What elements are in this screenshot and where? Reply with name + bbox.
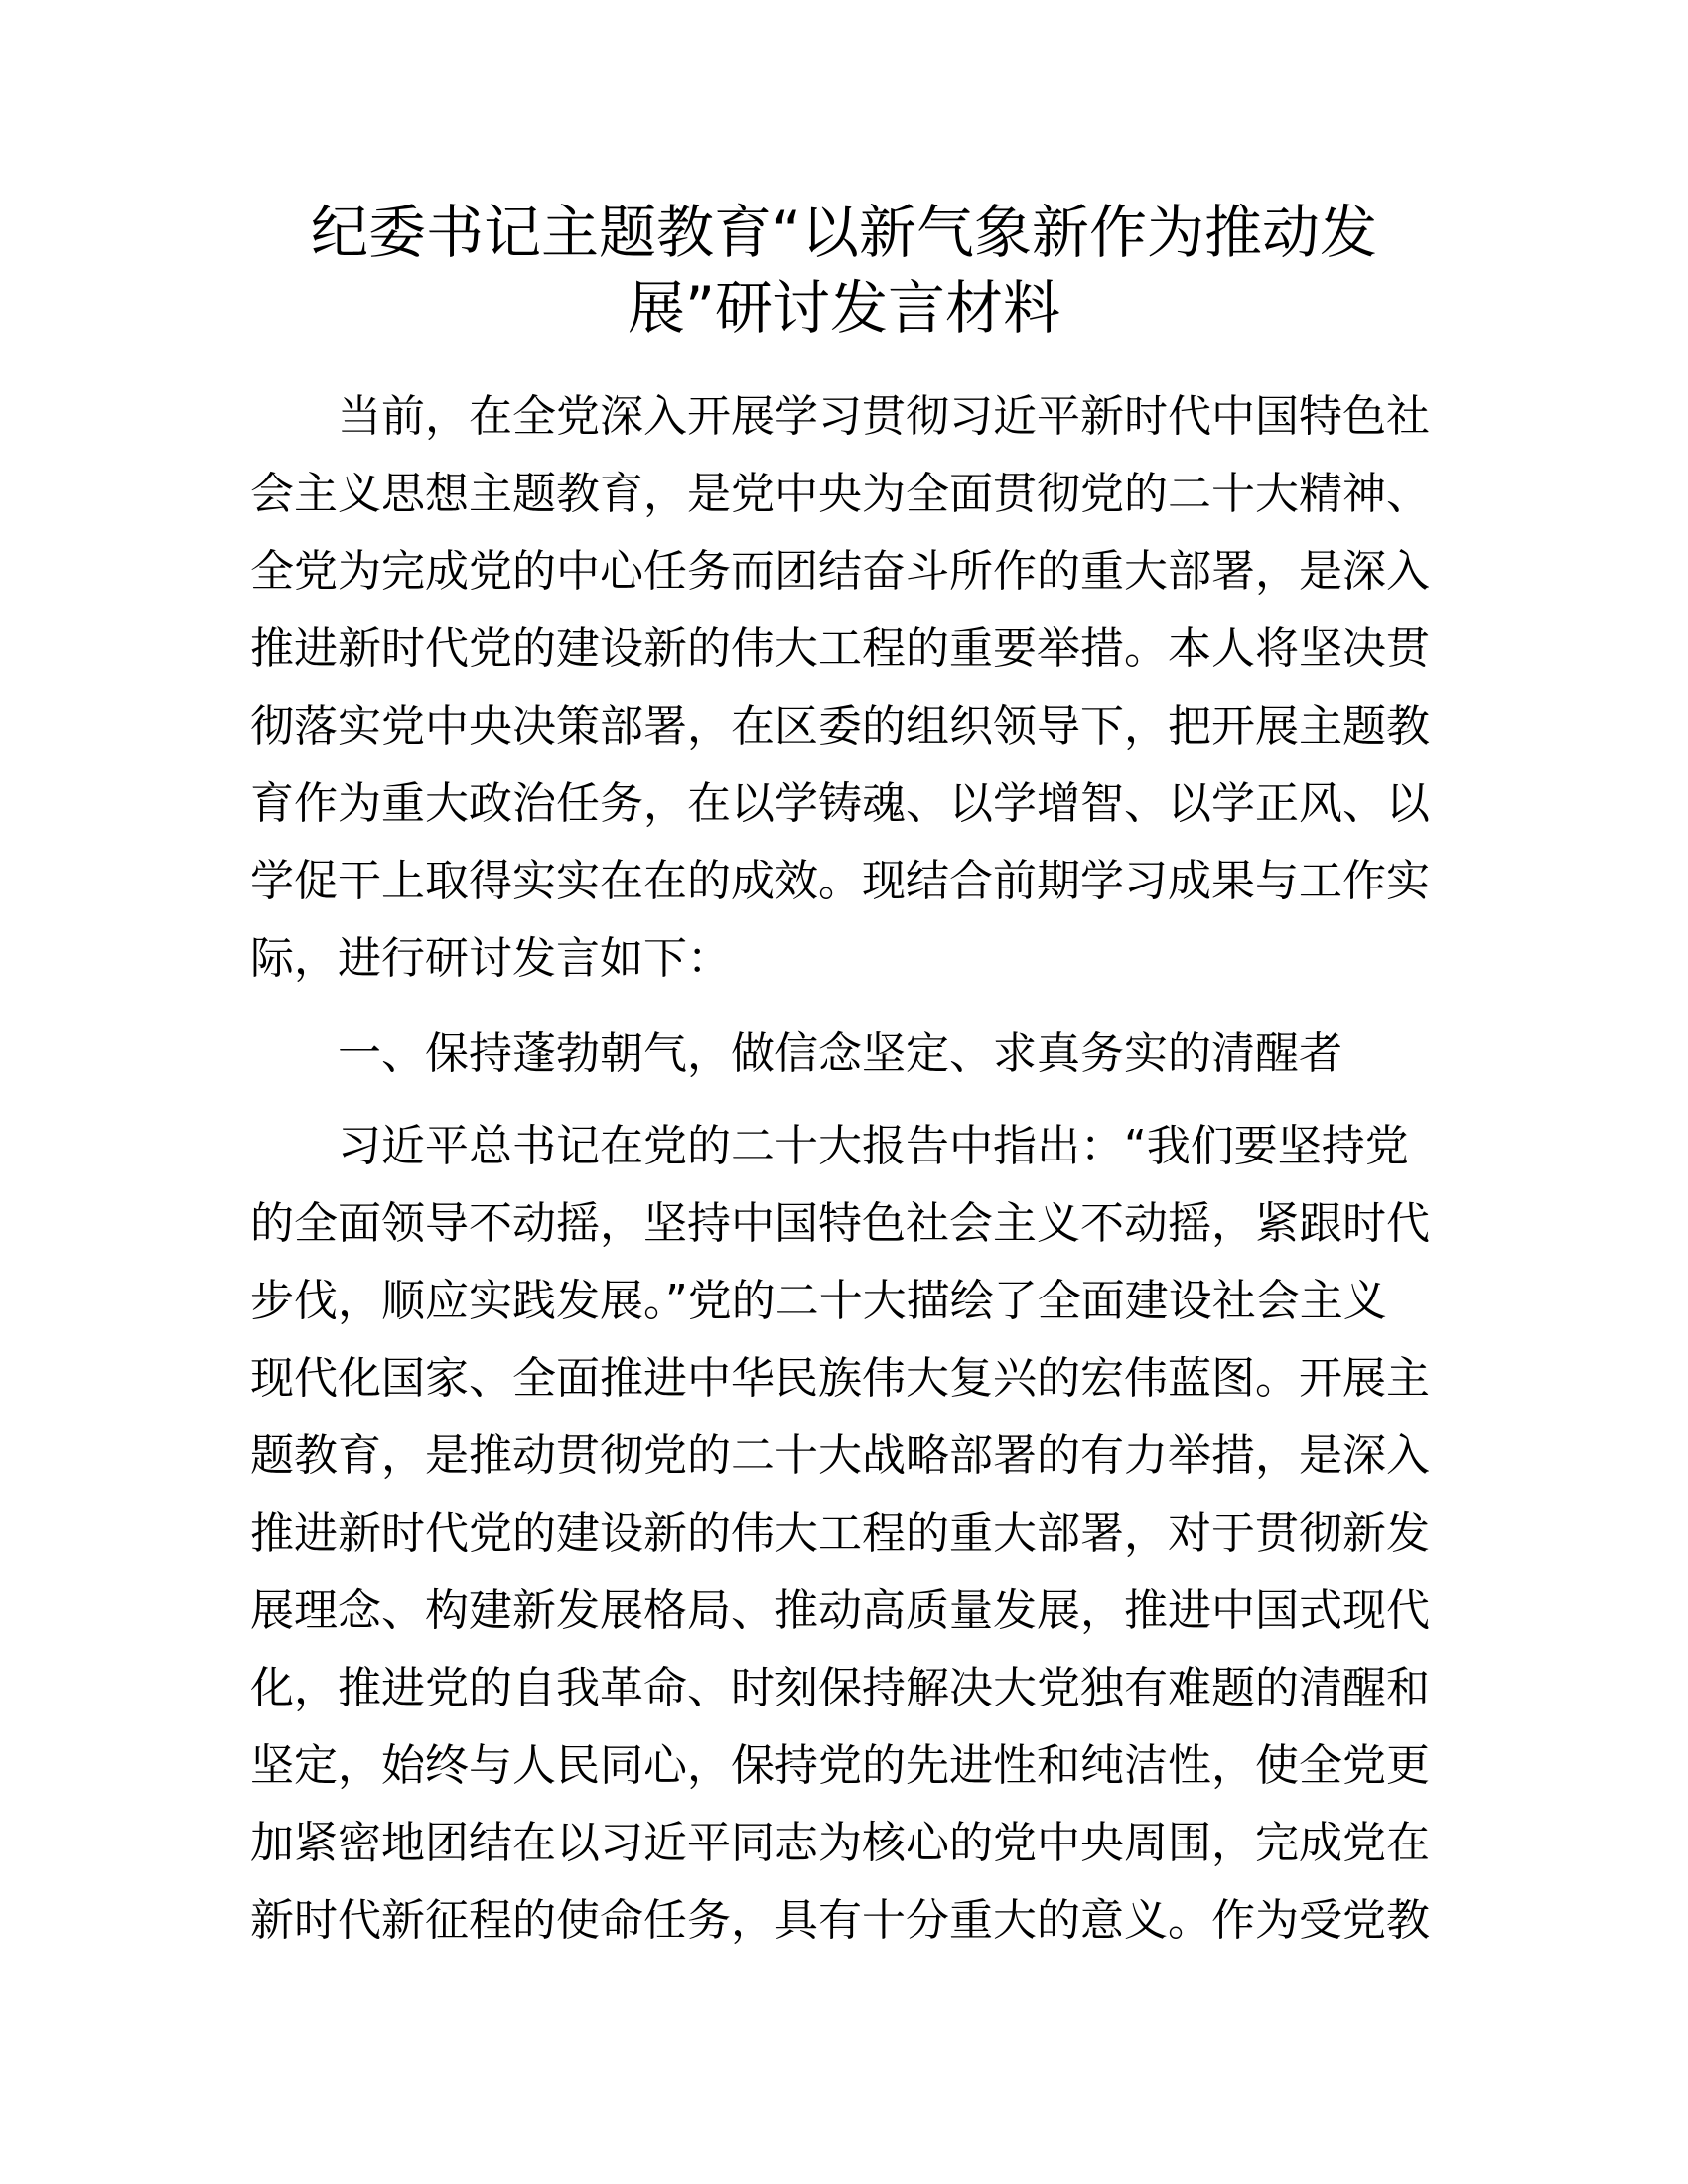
paragraph-line: 育作为重大政治任务，在以学铸魂、以学增智、以学正风、以 [250, 778, 1430, 829]
title-line: 纪委书记主题教育“以新气象新作为推动发 [310, 199, 1378, 266]
intro-paragraph [250, 378, 1439, 998]
body-paragraph [250, 1108, 1439, 1960]
paragraph [250, 378, 1439, 998]
paragraph-line: 化，推进党的自我革命、时刻保持解决大党独有难题的清醒和 [250, 1663, 1430, 1713]
paragraph-line: 当前，在全党深入开展学习贯彻习近平新时代中国特色社 [338, 391, 1430, 442]
section-heading [250, 1016, 1439, 1093]
paragraph-line: 的全面领导不动摇，坚持中国特色社会主义不动摇，紧跟时代 [250, 1198, 1430, 1249]
paragraph-line: 步伐，顺应实践发展。”党的二十大描绘了全面建设社会主义 [250, 1276, 1387, 1326]
paragraph [250, 1108, 1439, 1960]
paragraph-line: 际，进行研讨发言如下： [250, 933, 731, 984]
paragraph-line: 习近平总书记在党的二十大报告中指出：“我们要坚持党 [338, 1121, 1409, 1171]
section-heading-block [250, 1016, 1439, 1093]
paragraph-line: 全党为完成党的中心任务而团结奋斗所作的重大部署，是深入 [250, 546, 1430, 597]
paragraph-line: 坚定，始终与人民同心，保持党的先进性和纯洁性，使全党更 [250, 1740, 1430, 1791]
paragraph-line: 学促干上取得实实在在的成效。现结合前期学习成果与工作实 [250, 856, 1430, 906]
title-line: 展”研讨发言材料 [627, 274, 1061, 341]
paragraph-line: 彻落实党中央决策部署，在区委的组织领导下，把开展主题教 [250, 701, 1430, 751]
paragraph-line: 推进新时代党的建设新的伟大工程的重大部署，对于贯彻新发 [250, 1508, 1430, 1559]
document-title [250, 195, 1438, 345]
section-heading-text: 一、保持蓬勃朝气，做信念坚定、求真务实的清醒者 [338, 1028, 1342, 1079]
paragraph-line: 展理念、构建新发展格局、推动高质量发展，推进中国式现代 [250, 1585, 1430, 1636]
paragraph-line: 新时代新征程的使命任务，具有十分重大的意义。作为受党教 [250, 1895, 1430, 1946]
paragraph-line: 题教育，是推动贯彻党的二十大战略部署的有力举措，是深入 [250, 1431, 1430, 1481]
paragraph-line: 推进新时代党的建设新的伟大工程的重要举措。本人将坚决贯 [250, 623, 1430, 674]
paragraph-line: 现代化国家、全面推进中华民族伟大复兴的宏伟蓝图。开展主 [250, 1353, 1430, 1404]
paragraph-line: 会主义思想主题教育，是党中央为全面贯彻党的二十大精神、 [250, 469, 1430, 519]
paragraph-line: 加紧密地团结在以习近平同志为核心的党中央周围，完成党在 [250, 1818, 1430, 1868]
